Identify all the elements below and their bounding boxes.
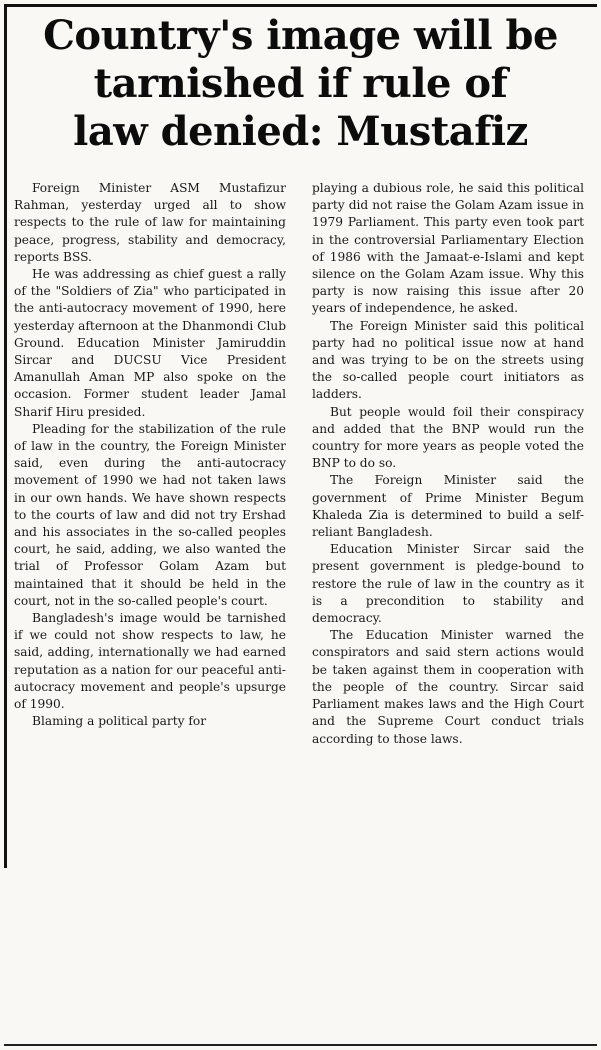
paragraph: Foreign Minister ASM Mustafizur Rahman, yesterday urged all to show respects to the rule of law for maintaining peace, progress, stability and democracy, reports BSS. [14, 181, 286, 264]
headline [0, 12, 601, 156]
paragraph: Bangladesh's image would be tarnished if we could not show respects to law, he said, adding, internationally we had earned reputation as a nation for our peaceful anti-autocracy movement and people's upsurge of 1990. [14, 611, 286, 712]
paragraph: He was addressing as chief guest a rally of the "Soldiers of Zia" who participated in the anti-autocracy movement of 1990, here yesterday afternoon at the Dhanmondi Club Ground. Education Minister Jamiruddin Sircar and DUCSU Vice President Amanullah Aman MP also spoke on the occasion. Former student leader Jamal Sharif Hiru presided. [14, 267, 286, 419]
top-rule [4, 4, 597, 7]
bottom-rule [4, 1044, 597, 1046]
article-column-left [14, 180, 286, 731]
paragraph: Blaming a political party for [32, 714, 207, 729]
headline-line-3: law denied: Mustafiz [73, 108, 528, 155]
paragraph: The Foreign Minister said the government of Prime Minister Begum Khaleda Zia is determined to build a self-reliant Bangladesh. [312, 473, 584, 540]
headline-line-1: Country's image will be [43, 12, 558, 59]
paragraph: But people would foil their conspiracy and added that the BNP would run the country for more years as people voted the BNP to do so. [312, 404, 584, 471]
paragraph: Education Minister Sircar said the present government is pledge-bound to restore the rule of law in the country as it is a precondition to stability and democracy. [312, 542, 584, 626]
article-column-right [312, 180, 584, 748]
paragraph: playing a dubious role, he said this political party did not raise the Golam Azam issue in 1979 Parliament. This party even took part in the controversial Parliamentary Election of 1986 with the Jamaat-e-Islami and kept silence on the Golam Azam issue. Why this party is now raising this issue after 20 years of independence, he asked. [312, 181, 584, 316]
headline-line-2: tarnished if rule of [93, 60, 508, 107]
paragraph: The Foreign Minister said this political party had no political issue now at hand and was trying to be on the streets using the so-called people court initiators as ladders. [312, 318, 584, 402]
paragraph: Pleading for the stabilization of the rule of law in the country, the Foreign Minister said, even during the anti-autocracy movement of 1990 we had not taken laws in our own hands. We have shown respects to the courts of law and did not try Ershad and his associates in the so-called peoples court, he said, adding, we also wanted the trial of Professor Golam Azam but maintained that it should be held in the court, not in the so-called people's court. [14, 421, 286, 608]
paragraph: The Education Minister warned the conspirators and said stern actions would be taken against them in cooperation with the people of the country. Sircar said Parliament makes laws and the High Court and the Supreme Court conduct trials according to those laws. [312, 628, 584, 746]
